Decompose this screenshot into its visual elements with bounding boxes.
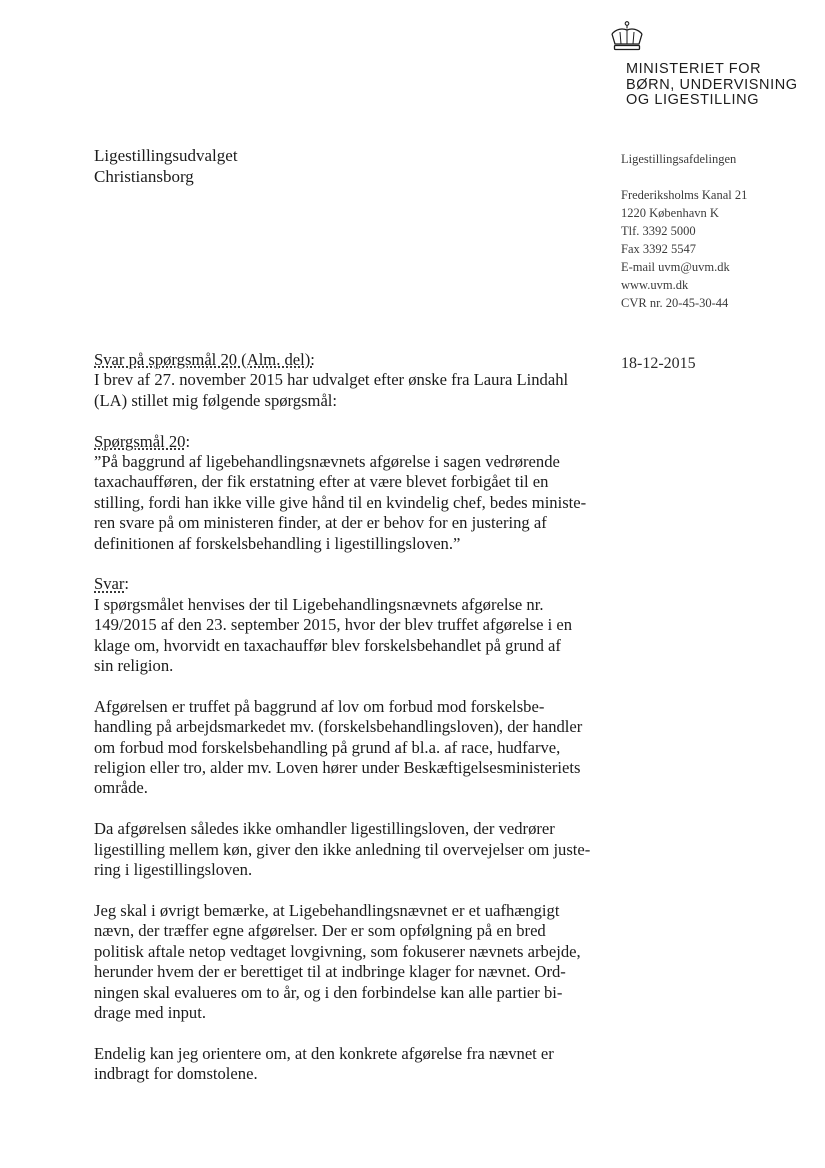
text-line: om forbud mod forskelsbehandling på grund af bl.a. af race, hudfarve, (94, 737, 561, 757)
text-line: I spørgsmålet henvises der til Ligebehandlingsnævnets afgørelse nr. (94, 594, 544, 614)
sender-address (621, 186, 747, 312)
text-line: ligestilling mellem køn, giver den ikke anledning til overvejelser om juste- (94, 839, 591, 859)
text-line: ningen skal evalueres om to år, og i den forbindelse kan alle partier bi- (94, 982, 563, 1002)
question-heading: Spørgsmål 20: (94, 431, 191, 451)
letter-body (94, 350, 591, 1105)
ministry-name (626, 62, 798, 109)
intro-paragraph (94, 370, 569, 411)
text-line: Afgørelsen er truffet på baggrund af lov om forbud mod forskelsbe- (94, 696, 545, 716)
text-line: (LA) stillet mig følgende spørgsmål: (94, 390, 338, 410)
text-line: område. (94, 778, 148, 798)
text-line: Jeg skal i øvrigt bemærke, at Ligebehandlingsnævnet er et uafhængigt (94, 900, 560, 920)
ministry-name-line: BØRN, UNDERVISNING (626, 76, 798, 93)
answer-paragraph (94, 594, 573, 677)
text-line: indbragt for domstolene. (94, 1064, 258, 1084)
text-line: ren svare på om ministeren finder, at der er behov for en justering af (94, 513, 547, 533)
letter-date: 18-12-2015 (621, 355, 696, 372)
answer-paragraph (94, 1044, 564, 1085)
answer-paragraph (94, 900, 581, 1023)
text-line: ”På baggrund af ligebehandlingsnævnets afgørelse i sagen vedrørende (94, 452, 560, 472)
text-line: stilling, fordi han ikke ville give hånd til en kvindelig chef, bedes ministe- (94, 492, 587, 512)
text-line: sin religion. (94, 656, 174, 676)
recipient-location: Christiansborg (94, 167, 194, 186)
text-line: herunder hvem der er berettiget til at indbringe klager for nævnet. Ord- (94, 962, 566, 982)
sender-street: Frederiksholms Kanal 21 (621, 188, 748, 202)
text-line: handling på arbejdsmarkedet mv. (forskelsbehandlingsloven), der handler (94, 717, 583, 737)
sender-info (621, 150, 747, 312)
ministry-name-line: OG LIGESTILLING (626, 92, 760, 108)
text-line: taxachaufføren, der fik erstatning efter at være blevet forbigået til en (94, 472, 549, 492)
recipient-address (94, 145, 238, 187)
answer-paragraph (94, 696, 583, 799)
recipient-name: Ligestillingsudvalget (94, 146, 238, 165)
text-line: politisk aftale netop vedtaget lovgivning, som fokuserer nævnets arbejde, (94, 941, 581, 961)
crown-logo-icon (606, 20, 648, 54)
sender-email: E-mail uvm@uvm.dk (621, 260, 730, 274)
text-line: Da afgørelsen således ikke omhandler ligestillingsloven, der vedrører (94, 819, 555, 839)
text-line: 149/2015 af den 23. september 2015, hvor der blev truffet afgørelse i en (94, 615, 573, 635)
text-line: definitionen af forskelsbehandling i ligestillingsloven.” (94, 533, 461, 553)
sender-postal: 1220 København K (621, 206, 719, 220)
text-line: Endelig kan jeg orientere om, at den konkrete afgørelse fra nævnet er (94, 1043, 554, 1063)
text-line: I brev af 27. november 2015 har udvalget efter ønske fra Laura Lindahl (94, 370, 569, 390)
text-line: klage om, hvorvidt en taxachauffør blev forskelsbehandlet på grund af (94, 635, 561, 655)
answer-paragraph (94, 819, 591, 880)
text-line: drage med input. (94, 1002, 206, 1022)
ministry-name-line: MINISTERIET FOR (626, 61, 762, 77)
sender-department: Ligestillingsafdelingen (621, 152, 737, 166)
sender-fax: Fax 3392 5547 (621, 242, 696, 256)
question-paragraph (94, 452, 587, 554)
answer-heading: Svar: (94, 574, 130, 594)
letter-heading: Svar på spørgsmål 20 (Alm. del): (94, 350, 315, 369)
sender-website: www.uvm.dk (621, 278, 689, 292)
text-line: ring i ligestillingsloven. (94, 860, 253, 880)
text-line: religion eller tro, alder mv. Loven hører under Beskæftigelsesministeriets (94, 758, 581, 778)
sender-phone: Tlf. 3392 5000 (621, 224, 696, 238)
sender-cvr: CVR nr. 20-45-30-44 (621, 296, 729, 310)
text-line: nævn, der træffer egne afgørelser. Der er som opfølgning på en bred (94, 921, 546, 941)
